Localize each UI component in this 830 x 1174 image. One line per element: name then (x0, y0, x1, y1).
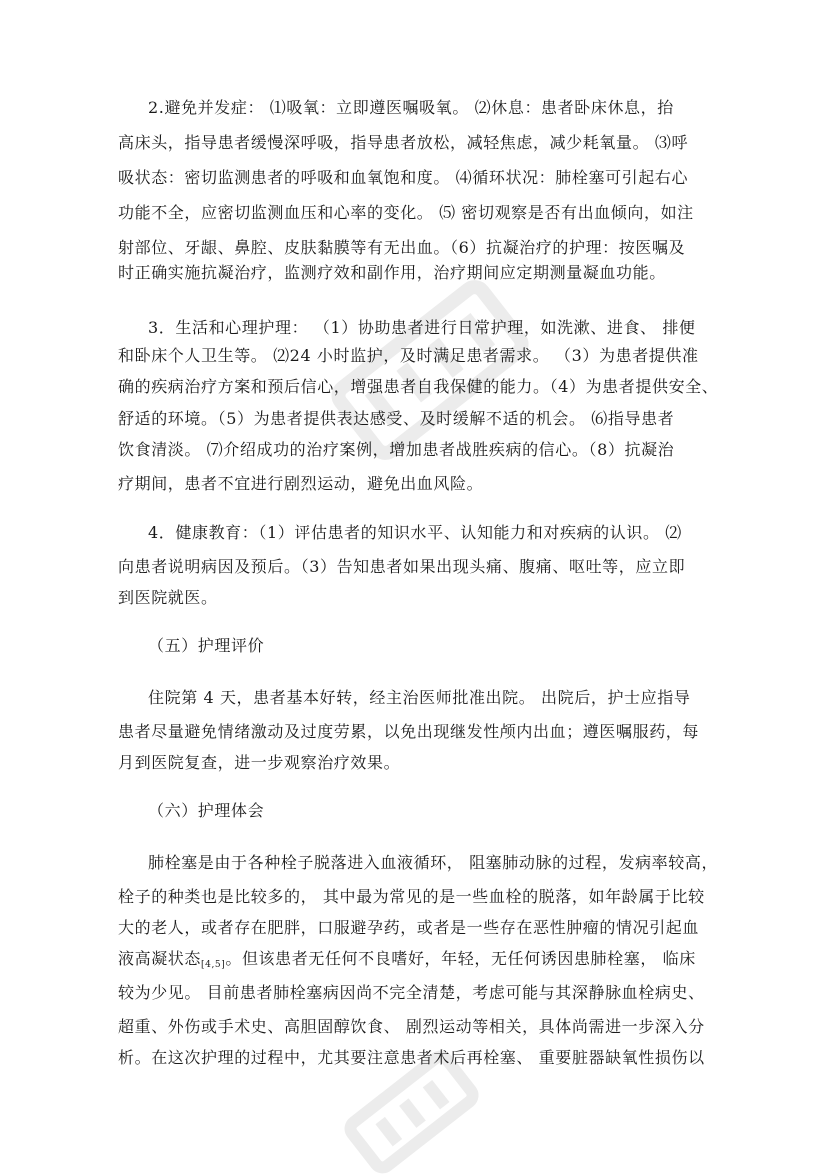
section2-line-6: 时正确实施抗凝治疗，监测疗效和副作用，治疗期间应定期测量凝血功能。 (118, 263, 666, 282)
heading-nursing-evaluation: （五）护理评价 (148, 636, 265, 655)
section4-line-1: 4．健康教育：（1）评估患者的知识水平、认知能力和对疾病的认识。 ⑵ (148, 523, 682, 542)
section3-line-1: 3．生活和心理护理： （1）协助患者进行日常护理，如洗漱、进食、 排便 (148, 318, 696, 337)
section5-line-2: 患者尽量避免情绪激动及过度劳累，以免出现继发性颅内出血；遵医嘱服药，每 (118, 722, 700, 741)
section3-line-3: 确的疾病治疗方案和预后信心，增强患者自我保健的能力。（4）为患者提供安全、 (118, 377, 719, 396)
section2-line-3: 吸状态：密切监测患者的呼吸和血氧饱和度。 ⑷循环状况：肺栓塞可引起右心 (118, 168, 689, 187)
section2-line-2: 高床头，指导患者缓慢深呼吸，指导患者放松，减轻焦虑，减少耗氧量。 ⑶呼 (118, 133, 689, 152)
section5-line-3: 月到医院复查，进一步观察治疗效果。 (118, 753, 401, 772)
section6-line-4-text: 液高凝状态 (118, 949, 202, 968)
section3-line-6: 疗期间，患者不宜进行剧烈运动，避免出血风险。 (118, 474, 484, 493)
section6-line-4-rest: 。但该患者无任何不良嗜好，年轻，无任何诱因患肺栓塞， 临床 (225, 949, 696, 968)
section6-line-6: 超重、外伤或手术史、高胆固醇饮食、 剧烈运动等相关，具体尚需进一步深入分 (118, 1017, 705, 1036)
section6-line-3: 大的老人，或者存在肥胖，口服避孕药，或者是一些存在恶性肿瘤的情况引起血 (118, 918, 700, 937)
section4-line-3: 到医院就医。 (118, 588, 218, 607)
section3-line-4: 舒适的环境。（5）为患者提供表达感受、及时缓解不适的机会。 ⑹指导患者 (118, 409, 675, 428)
section2-line-5: 射部位、牙龈、鼻腔、皮肤黏膜等有无出血。（6）抗凝治疗的护理：按医嘱及 (118, 238, 686, 257)
section4-line-2: 向患者说明病因及预后。（3）告知患者如果出现头痛、腹痛、呕吐等，应立即 (118, 557, 686, 576)
section6-line-2: 栓子的种类也是比较多的， 其中最为常见的是一些血栓的脱落，如年龄属于比较 (118, 887, 705, 906)
section3-line-5: 饮食清淡。 ⑺介绍成功的治疗案例，增加患者战胜疾病的信心。（8）抗凝治 (118, 440, 675, 459)
section6-line-1: 肺栓塞是由于各种栓子脱落进入血液循环， 阻塞肺动脉的过程，发病率较高， (148, 853, 719, 872)
citation-reference: [4,5] (201, 960, 226, 970)
section6-line-5: 较为少见。 目前患者肺栓塞病因尚不完全清楚，考虑可能与其深静脉血栓病史、 (118, 983, 705, 1002)
heading-nursing-experience: （六）护理体会 (148, 801, 265, 820)
section2-line-4: 功能不全，应密切监测血压和心率的变化。 ⑸ 密切观察是否有出血倾向，如注 (118, 203, 694, 222)
section2-line-1: 2.避免并发症： ⑴吸氧：立即遵医嘱吸氧。 ⑵休息：患者卧床休息，抬 (148, 98, 674, 117)
section6-line-4 (118, 949, 696, 975)
section6-line-7: 析。在这次护理的过程中，尤其要注意患者术后再栓塞、 重要脏器缺氧性损伤以 (118, 1048, 705, 1067)
section5-line-1: 住院第 4 天，患者基本好转，经主治医师批准出院。 出院后，护士应指导 (148, 688, 691, 707)
section3-line-2: 和卧床个人卫生等。 ⑵24 小时监护，及时满足患者需求。 （3）为患者提供准 (118, 346, 699, 365)
